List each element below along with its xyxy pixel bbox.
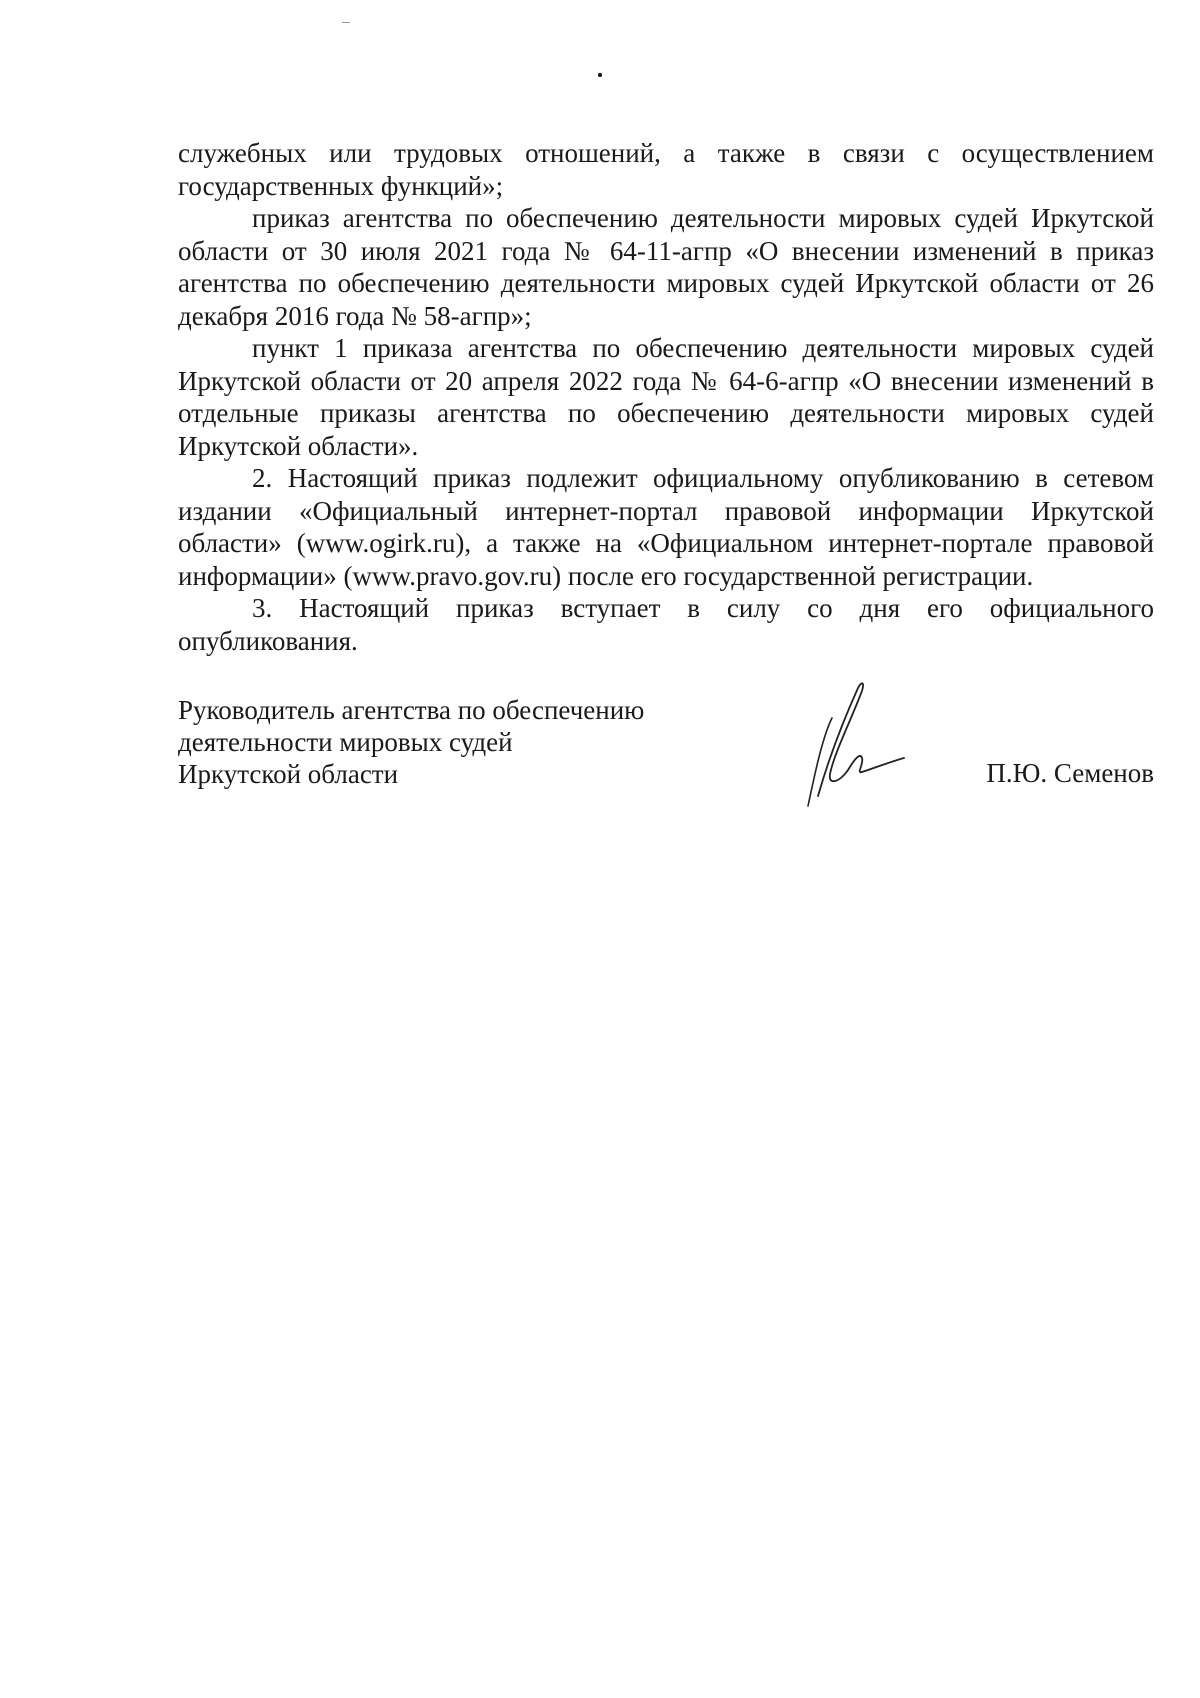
paragraph-order-2022: пункт 1 приказа агентства по обеспечению деятельности мировых судей Иркутской области от 20 апреля 2022 года № 64-6-агпр «О внесении изменений в отдельные приказы агентства по обеспечению деятельности мировых судей Иркутской области».: [178, 333, 1154, 461]
paragraph-order-2021: приказ агентства по обеспечению деятельности мировых судей Иркутской области от 30 июля 2021 года № 64-11-агпр «О внесении изменений в приказ агентства по обеспечению деятельности мировых судей Иркутской области от 26 декабря 2016 года № 58-агпр»;: [178, 203, 1154, 331]
signer-name: П.Ю. Семенов: [986, 758, 1154, 788]
paragraph-effective-date: 3. Настоящий приказ вступает в силу со дня его официального опубликования.: [178, 593, 1154, 656]
page-dot-mark: [598, 73, 602, 77]
handwritten-signature: [800, 678, 920, 818]
scan-speck: [342, 22, 350, 23]
paragraph-publication: 2. Настоящий приказ подлежит официальному опубликованию в сетевом издании «Официальный интернет-портал правовой информации Иркутской области» (www.ogirk.ru), а также на «Официальном интернет-портале правовой информации» (www.pravo.gov.ru) после его государственной регистрации.: [178, 463, 1154, 591]
signatory-title-line-2: деятельности мировых судей: [178, 727, 513, 757]
signatory-title-line-1: Руководитель агентства по обеспечению: [178, 695, 645, 725]
signatory-title-line-3: Иркутской области: [178, 759, 399, 789]
document-body: [178, 137, 1154, 657]
paragraph-continuation: служебных или трудовых отношений, а также в связи с осуществлением государственных функций»;: [178, 138, 1154, 201]
signatory-title: [178, 694, 644, 790]
